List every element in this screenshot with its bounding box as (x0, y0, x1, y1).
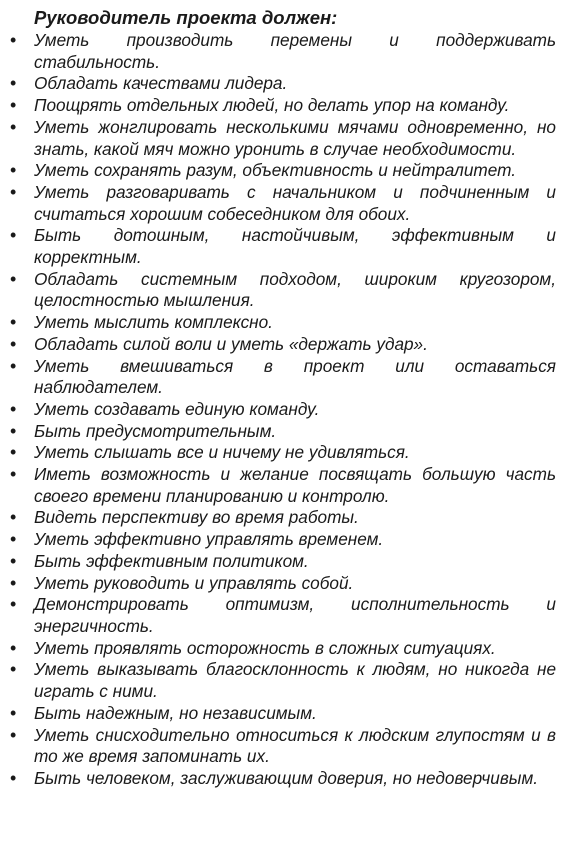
list-item (0, 225, 556, 268)
list-item (0, 160, 556, 182)
bullet-icon: • (10, 30, 17, 50)
document-heading: Руководитель проекта должен: (34, 7, 338, 28)
bullet-icon: • (10, 225, 17, 246)
list-item-text: Уметь создавать единую команду. (34, 398, 320, 419)
list-item-text: Уметь жонглировать несколькими мячами одновременно, но знать, какой мяч можно уронить в случае необходимости. (34, 116, 556, 159)
list-item (0, 507, 556, 529)
list-item (0, 95, 556, 117)
list-item (0, 551, 556, 573)
bullet-icon: • (10, 659, 17, 680)
bullet-icon: • (10, 550, 17, 571)
bullet-icon: • (10, 268, 17, 289)
requirements-list (0, 30, 556, 790)
list-item (0, 638, 556, 660)
bullet-icon: • (10, 420, 17, 441)
bullet-icon: • (10, 312, 17, 333)
list-item (0, 117, 556, 160)
list-item-text: Уметь выказывать благосклонность к людям, но никогда не играть с ними. (34, 659, 556, 702)
bullet-icon: • (10, 572, 17, 593)
bullet-icon: • (10, 160, 17, 181)
list-item (0, 573, 556, 595)
list-item-text: Уметь эффективно управлять временем. (34, 529, 384, 550)
list-item-text: Уметь производить перемены и поддерживать стабильность. (34, 30, 556, 72)
list-item-text: Уметь проявлять осторожность в сложных ситуациях. (34, 637, 496, 658)
list-item-text: Уметь слышать все и ничему не удивляться. (34, 442, 410, 463)
list-item-text: Демонстрировать оптимизм, исполнительность и энергичность. (34, 594, 556, 636)
list-item (0, 399, 556, 421)
bullet-icon: • (10, 464, 17, 485)
list-item-text: Уметь снисходительно относиться к людским глупостям и в то же время запоминать их. (34, 724, 556, 767)
list-item-text: Быть надежным, но независимым. (34, 702, 317, 723)
list-item-text: Уметь вмешиваться в проект или оставаться наблюдателем. (34, 355, 556, 398)
bullet-icon: • (10, 724, 17, 745)
bullet-icon: • (10, 702, 17, 723)
list-item-text: Обладать системным подходом, широким кругозором, целостностью мышления. (34, 268, 556, 311)
list-item-text: Обладать качествами лидера. (34, 73, 288, 94)
list-item (0, 73, 556, 95)
list-item-text: Видеть перспективу во время работы. (34, 507, 359, 528)
bullet-icon: • (10, 529, 17, 550)
list-item-text: Уметь сохранять разум, объективность и нейтралитет. (34, 160, 516, 181)
list-item (0, 356, 556, 399)
list-item-text: Поощрять отдельных людей, но делать упор на команду. (34, 95, 510, 116)
list-item-text: Быть эффективным политиком. (34, 550, 309, 571)
list-item (0, 725, 556, 768)
list-item (0, 182, 556, 225)
list-item (0, 703, 556, 725)
list-item-text: Быть дотошным, настойчивым, эффективным и корректным. (34, 225, 556, 268)
list-item-text: Иметь возможность и желание посвящать большую часть своего времени планированию и контролю. (34, 464, 556, 506)
list-item (0, 421, 556, 443)
list-item (0, 30, 556, 73)
list-item (0, 594, 556, 637)
list-item-text: Быть предусмотрительным. (34, 420, 277, 441)
bullet-icon: • (10, 95, 17, 116)
bullet-icon: • (10, 442, 17, 463)
bullet-icon: • (10, 333, 17, 354)
bullet-icon: • (10, 73, 17, 94)
list-item-text: Быть человеком, заслуживающим доверия, но недоверчивым. (34, 767, 539, 788)
bullet-icon: • (10, 637, 17, 658)
list-item (0, 312, 556, 334)
list-item (0, 659, 556, 702)
bullet-icon: • (10, 116, 17, 137)
bullet-icon: • (10, 507, 17, 528)
bullet-icon: • (10, 767, 17, 788)
list-item (0, 464, 556, 507)
bullet-icon: • (10, 594, 17, 615)
list-item (0, 529, 556, 551)
list-item (0, 442, 556, 464)
list-item-text: Обладать силой воли и уметь «держать удар». (34, 333, 428, 354)
bullet-icon: • (10, 398, 17, 419)
list-item-text: Уметь руководить и управлять собой. (34, 572, 354, 593)
bullet-icon: • (10, 355, 17, 376)
list-item-text: Уметь разговаривать с начальником и подчиненным и считаться хорошим собеседником для обоих. (34, 181, 556, 224)
list-item-text: Уметь мыслить комплексно. (34, 312, 273, 333)
list-item (0, 768, 556, 790)
bullet-icon: • (10, 181, 17, 202)
list-item (0, 334, 556, 356)
list-item (0, 269, 556, 312)
